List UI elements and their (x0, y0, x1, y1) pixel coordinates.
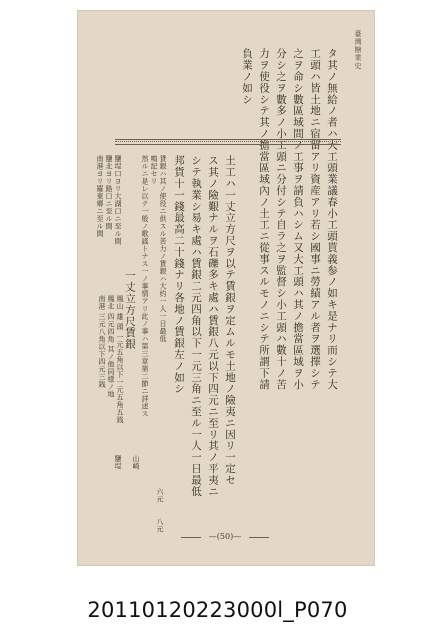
text-column-7: 土工ハ一丈立方尺ヲ以テ賃銀ヲ定ムルモ土地ノ險夷ニ因リ一定セ (224, 155, 236, 486)
archive-caption: 20110120223000l_P070 (87, 598, 348, 622)
running-header: 臺灣糖業史 (354, 30, 362, 70)
text-column-9: シテ執業シ易キ處ハ賃銀二元四角以下一元三角ニ至ル一人一日最低 (190, 155, 202, 497)
footnote: 然ルニ是レ以テ一般ノ歌謠トナス一ノ事情アリ此ノ事ハ第三章第二節ニ詳述ス (141, 155, 149, 418)
table-row-2: 鳳北 四元四角 其ノ他同様ノ地 (107, 295, 115, 398)
text-column-1: タ其ノ無給ノ者ハ大工頭業議春小工頭貰義参ノ如キ是ナリ而シテ大 (326, 48, 338, 390)
bracket-note-1: 貸銀ハ其ノ使役ニ供スル苦力ノ賃銀ハ大約一人一日最低 (159, 155, 167, 343)
table-left-line-2: 鹽北ヨリ路口ニ至ル間 (105, 155, 113, 230)
book-page (77, 10, 375, 566)
bracket-note-2: 鳴記セリ (150, 155, 158, 185)
table-right-label-2: 鹽埕 (114, 455, 122, 470)
text-column-2: 工頭ハ皆土地ニ宿留アリ資産アリ若シ國事ニ勞績アル者ヲ選擇シテ (309, 48, 321, 390)
decorative-rule (115, 139, 341, 145)
text-column-3: 之ヲ命シ數區域間ノ工事ヲ請負ハシム又大工頭ハ其ノ擔當區域ヲ小 (292, 48, 304, 390)
table-row-1: 鳳山 雄 頭 一元五角以下一元五角五銭 (116, 295, 124, 424)
table-side-label-2: 八元 (156, 518, 164, 533)
table-left-line-3: 南港ヨリ羅東郷ニ至ル間 (96, 155, 104, 238)
text-column-6: 負業ノ如シ (241, 48, 253, 105)
page-number: —(50)— (195, 532, 255, 541)
table-side-label-1: 六元 (156, 488, 164, 503)
text-column-5: 力ヲ使役シテ其ノ擔當區域內ノ土工ニ從事スルモノニシテ所謂下請 (258, 48, 270, 390)
table-right-label-1: 山崎 (132, 455, 140, 470)
text-column-10: 邦貨十一錢最高二十錢ナリ各地ノ賃銀左ノ如シ (173, 155, 185, 395)
table-left-line-1: 鹽埕口ヨリ大湖口ニ至ル間 (114, 155, 122, 245)
table-title: 一丈立方尺賃銀 (124, 270, 136, 350)
text-column-8: ス其ノ險艱ナルヲ石礫多キ處ハ賃銀八元以下四元ニ至リ其ノ平夷ニ (207, 155, 219, 497)
text-column-4: 分シ之ヲ數多ノ小工頭ニ分付シテ自ラ之ヲ監督シ小工頭ハ數十ノ苦 (275, 48, 287, 390)
table-row-3: 南港 三元八角以下四元三銭 (98, 295, 106, 388)
